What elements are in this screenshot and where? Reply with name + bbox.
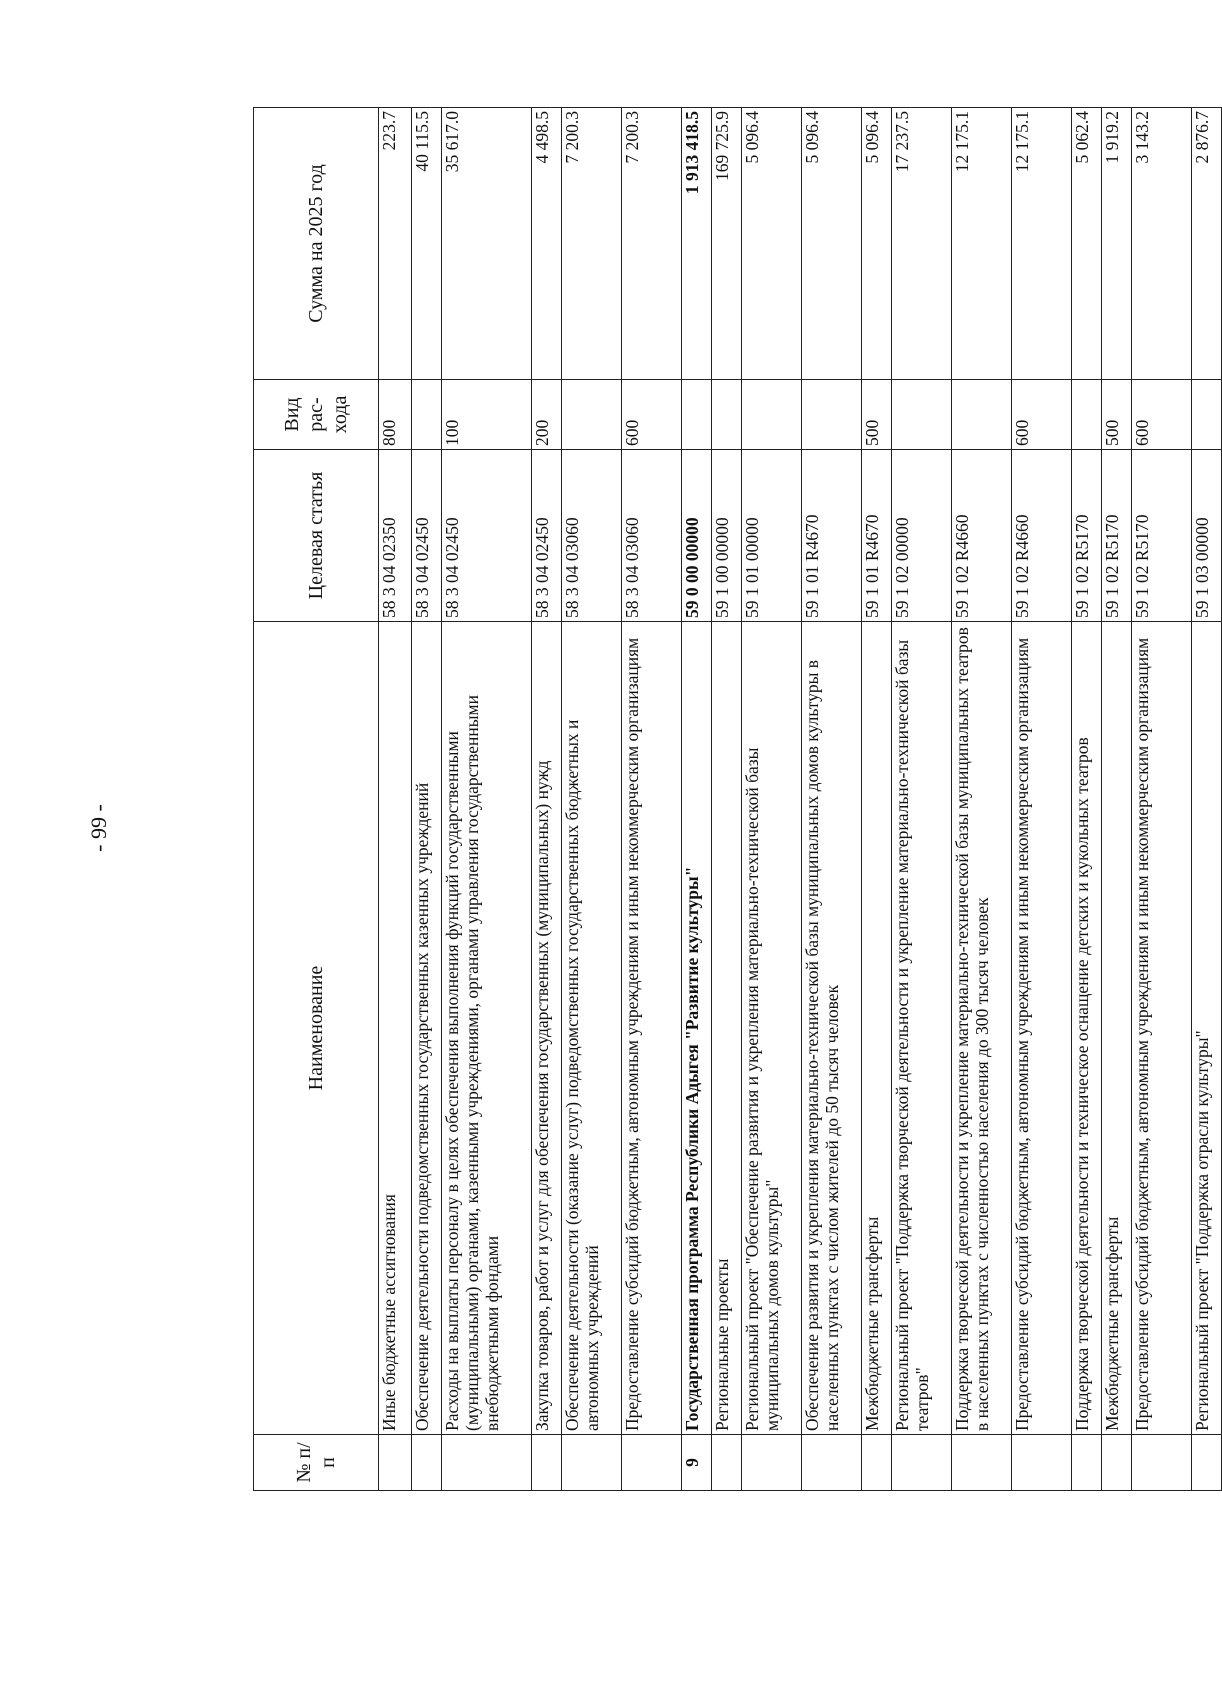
header-no: № п/п: [254, 1435, 379, 1491]
cell-name: Иные бюджетные ассигнования: [379, 622, 412, 1435]
cell-no: 9: [682, 1435, 712, 1491]
cell-name: Межбюджетные трансферты: [1102, 622, 1132, 1435]
cell-code: 59 1 02 R4660: [952, 450, 1012, 622]
table-row: [1012, 108, 1072, 1491]
table-body: [379, 108, 1222, 1491]
cell-kind: [1072, 380, 1102, 450]
cell-code: 59 1 00 00000: [712, 450, 742, 622]
cell-kind: 800: [379, 380, 412, 450]
cell-kind: [802, 380, 862, 450]
table-row: [1192, 108, 1222, 1491]
cell-name: Предоставление субсидий бюджетным, автономным учреждениям и иным некоммерческим организациям: [1132, 622, 1192, 1435]
cell-kind: [892, 380, 952, 450]
cell-code: 59 1 02 R5170: [1132, 450, 1192, 622]
table-row: [562, 108, 622, 1491]
cell-no: [1072, 1435, 1102, 1491]
cell-kind: [682, 380, 712, 450]
cell-amount: 2 876.7: [1192, 108, 1222, 380]
cell-kind: 600: [1132, 380, 1192, 450]
cell-amount: 12 175.1: [1012, 108, 1072, 380]
cell-no: [802, 1435, 862, 1491]
cell-amount: 169 725.9: [712, 108, 742, 380]
cell-code: 59 1 01 00000: [742, 450, 802, 622]
cell-no: [1012, 1435, 1072, 1491]
budget-table: [253, 107, 1222, 1491]
cell-code: 59 1 03 00000: [1192, 450, 1222, 622]
cell-code: 58 3 04 03060: [562, 450, 622, 622]
cell-no: [742, 1435, 802, 1491]
cell-amount: 17 237.5: [892, 108, 952, 380]
cell-amount: 1 919.2: [1102, 108, 1132, 380]
cell-amount: 5 062.4: [1072, 108, 1102, 380]
cell-name: Государственная программа Республики Адыгея "Развитие культуры": [682, 622, 712, 1435]
table-row: [1132, 108, 1192, 1491]
cell-amount: 1 913 418.5: [682, 108, 712, 380]
cell-name: Региональные проекты: [712, 622, 742, 1435]
cell-code: 59 1 02 R5170: [1102, 450, 1132, 622]
cell-no: [1192, 1435, 1222, 1491]
cell-amount: 4 498.5: [532, 108, 562, 380]
cell-amount: 40 115.5: [412, 108, 442, 380]
table-row: [682, 108, 712, 1491]
cell-amount: 3 143.2: [1132, 108, 1192, 380]
cell-kind: 600: [1012, 380, 1072, 450]
cell-no: [712, 1435, 742, 1491]
table-row: [712, 108, 742, 1491]
cell-code: 59 1 02 R5170: [1072, 450, 1102, 622]
cell-name: Региональный проект "Поддержка творческой деятельности и укрепление материально-технической базы театров": [892, 622, 952, 1435]
rotated-table-container: [253, 108, 1212, 1491]
table-row: [1102, 108, 1132, 1491]
cell-no: [562, 1435, 622, 1491]
cell-no: [379, 1435, 412, 1491]
header-amount: Сумма на 2025 год: [254, 108, 379, 380]
cell-code: 59 1 02 R4660: [1012, 450, 1072, 622]
table-row: [862, 108, 892, 1491]
cell-no: [1102, 1435, 1132, 1491]
cell-amount: 35 617.0: [442, 108, 532, 380]
header-code: Целевая статья: [254, 450, 379, 622]
cell-kind: [742, 380, 802, 450]
cell-name: Расходы на выплаты персоналу в целях обеспечения выполнения функций государственными (муниципальными) органами, казенными учреждениями, органами управления государственными внебюджетными фондами: [442, 622, 532, 1435]
cell-code: 59 0 00 00000: [682, 450, 712, 622]
cell-code: 58 3 04 02450: [532, 450, 562, 622]
table-row: [379, 108, 412, 1491]
cell-name: Региональный проект "Обеспечение развития и укрепления материально-технической базы муниципальных домов культуры": [742, 622, 802, 1435]
cell-kind: 600: [622, 380, 682, 450]
cell-name: Региональный проект "Поддержка отрасли культуры": [1192, 622, 1222, 1435]
cell-name: Предоставление субсидий бюджетным, автономным учреждениям и иным некоммерческим организациям: [622, 622, 682, 1435]
cell-kind: 200: [532, 380, 562, 450]
table-row: [952, 108, 1012, 1491]
cell-kind: [562, 380, 622, 450]
cell-no: [952, 1435, 1012, 1491]
cell-no: [412, 1435, 442, 1491]
cell-name: Межбюджетные трансферты: [862, 622, 892, 1435]
cell-name: Обеспечение развития и укрепления материально-технической базы муниципальных домов культуры в населенных пунктах с числом жителей до 50 тысяч человек: [802, 622, 862, 1435]
cell-no: [532, 1435, 562, 1491]
cell-code: 59 1 01 R4670: [802, 450, 862, 622]
cell-amount: 5 096.4: [802, 108, 862, 380]
cell-code: 58 3 04 02350: [379, 450, 412, 622]
cell-name: Обеспечение деятельности подведомственных государственных казенных учреждений: [412, 622, 442, 1435]
cell-kind: 500: [862, 380, 892, 450]
table-row: [412, 108, 442, 1491]
cell-code: 58 3 04 02450: [412, 450, 442, 622]
cell-kind: [412, 380, 442, 450]
cell-name: Закупка товаров, работ и услуг для обеспечения государственных (муниципальных) нужд: [532, 622, 562, 1435]
cell-kind: [952, 380, 1012, 450]
cell-name: Обеспечение деятельности (оказание услуг) подведомственных государственных бюджетных и автономных учреждений: [562, 622, 622, 1435]
table-row: [892, 108, 952, 1491]
header-row: [254, 108, 379, 1491]
cell-name: Поддержка творческой деятельности и укрепление материально-технической базы муниципальных театров в населенных пунктах с численностью населения до 300 тысяч человек: [952, 622, 1012, 1435]
cell-code: 58 3 04 02450: [442, 450, 532, 622]
cell-kind: 500: [1102, 380, 1132, 450]
cell-code: 59 1 01 R4670: [862, 450, 892, 622]
cell-amount: 5 096.4: [862, 108, 892, 380]
cell-amount: 5 096.4: [742, 108, 802, 380]
table-row: [1072, 108, 1102, 1491]
table-row: [802, 108, 862, 1491]
cell-no: [1132, 1435, 1192, 1491]
cell-code: 59 1 02 00000: [892, 450, 952, 622]
cell-no: [442, 1435, 532, 1491]
page-number: - 99 -: [85, 804, 111, 852]
cell-name: Поддержка творческой деятельности и техническое оснащение детских и кукольных театров: [1072, 622, 1102, 1435]
cell-kind: [712, 380, 742, 450]
cell-no: [862, 1435, 892, 1491]
cell-amount: 7 200.3: [622, 108, 682, 380]
table-row: [622, 108, 682, 1491]
table-row: [532, 108, 562, 1491]
cell-code: 58 3 04 03060: [622, 450, 682, 622]
cell-amount: 7 200.3: [562, 108, 622, 380]
cell-kind: [1192, 380, 1222, 450]
cell-amount: 12 175.1: [952, 108, 1012, 380]
table-row: [742, 108, 802, 1491]
header-kind: Вид рас-хода: [254, 380, 379, 450]
cell-no: [622, 1435, 682, 1491]
cell-amount: 223.7: [379, 108, 412, 380]
cell-name: Предоставление субсидий бюджетным, автономным учреждениям и иным некоммерческим организациям: [1012, 622, 1072, 1435]
cell-kind: 100: [442, 380, 532, 450]
table-row: [442, 108, 532, 1491]
header-name: Наименование: [254, 622, 379, 1435]
cell-no: [892, 1435, 952, 1491]
